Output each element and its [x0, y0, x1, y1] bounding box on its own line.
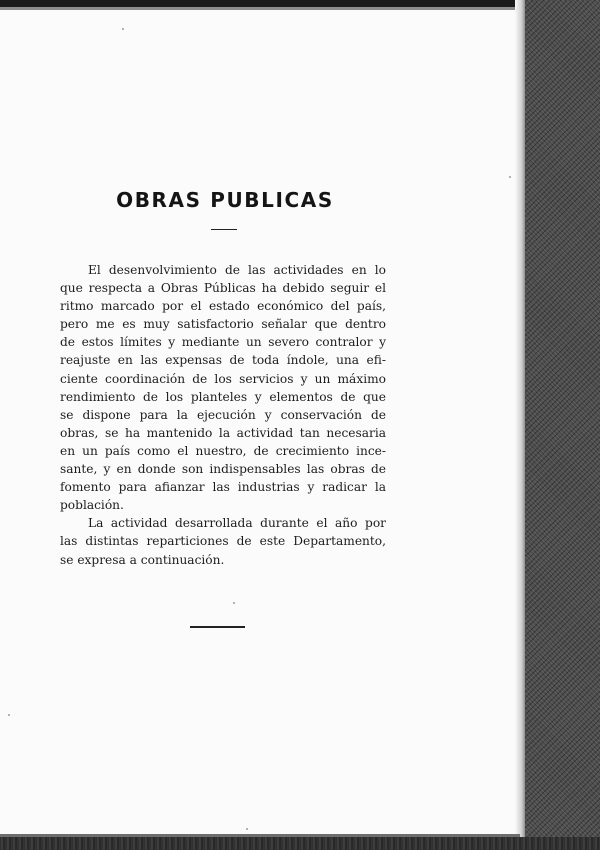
- text-line: rendimiento de los planteles y elementos de que: [60, 389, 386, 404]
- scan-bottom-edge: [0, 837, 600, 850]
- scan-speck: [509, 176, 511, 178]
- text-line: las distintas reparticiones de este Departamento,: [60, 534, 386, 549]
- text-line: obras, se ha mantenido la actividad tan necesaria: [60, 425, 386, 440]
- text-line: fomento para afianzar las industrias y radicar la: [60, 480, 386, 495]
- text-line: El desenvolvimiento de las actividades en lo: [88, 263, 386, 277]
- scan-top-shadow: [0, 7, 520, 10]
- text-line: pero me es muy satisfactorio señalar que dentro: [60, 317, 386, 332]
- text-line: que respecta a Obras Públicas ha debido seguir el: [60, 281, 386, 296]
- page-title: OBRAS PUBLICAS: [116, 188, 334, 212]
- scan-top-edge: [0, 0, 525, 7]
- scan-speck: [233, 602, 235, 604]
- text-line: población.: [60, 498, 124, 513]
- title-divider: [211, 229, 237, 230]
- scan-speck: [8, 714, 10, 716]
- text-line: se dispone para la ejecución y conservación de: [60, 407, 386, 422]
- text-line: La actividad desarrollada durante el año por: [88, 516, 386, 531]
- text-line: reajuste en las expensas de toda índole, una efi-: [60, 353, 386, 368]
- end-divider: [190, 626, 245, 628]
- scan-speck: [246, 828, 248, 830]
- text-line: sante, y en donde son indispensables las obras de: [60, 462, 386, 477]
- text-line: ciente coordinación de los servicios y un máximo: [60, 371, 386, 386]
- body-text: [60, 261, 386, 569]
- text-line: en un país como el nuestro, de crecimiento ince-: [60, 443, 386, 458]
- text-line: se expresa a continuación.: [60, 552, 225, 567]
- scan-right-margin: [525, 0, 600, 850]
- text-line: ritmo marcado por el estado económico del país,: [60, 299, 386, 314]
- text-line: de estos límites y mediante un severo contralor y: [60, 335, 386, 350]
- scan-speck: [122, 28, 124, 30]
